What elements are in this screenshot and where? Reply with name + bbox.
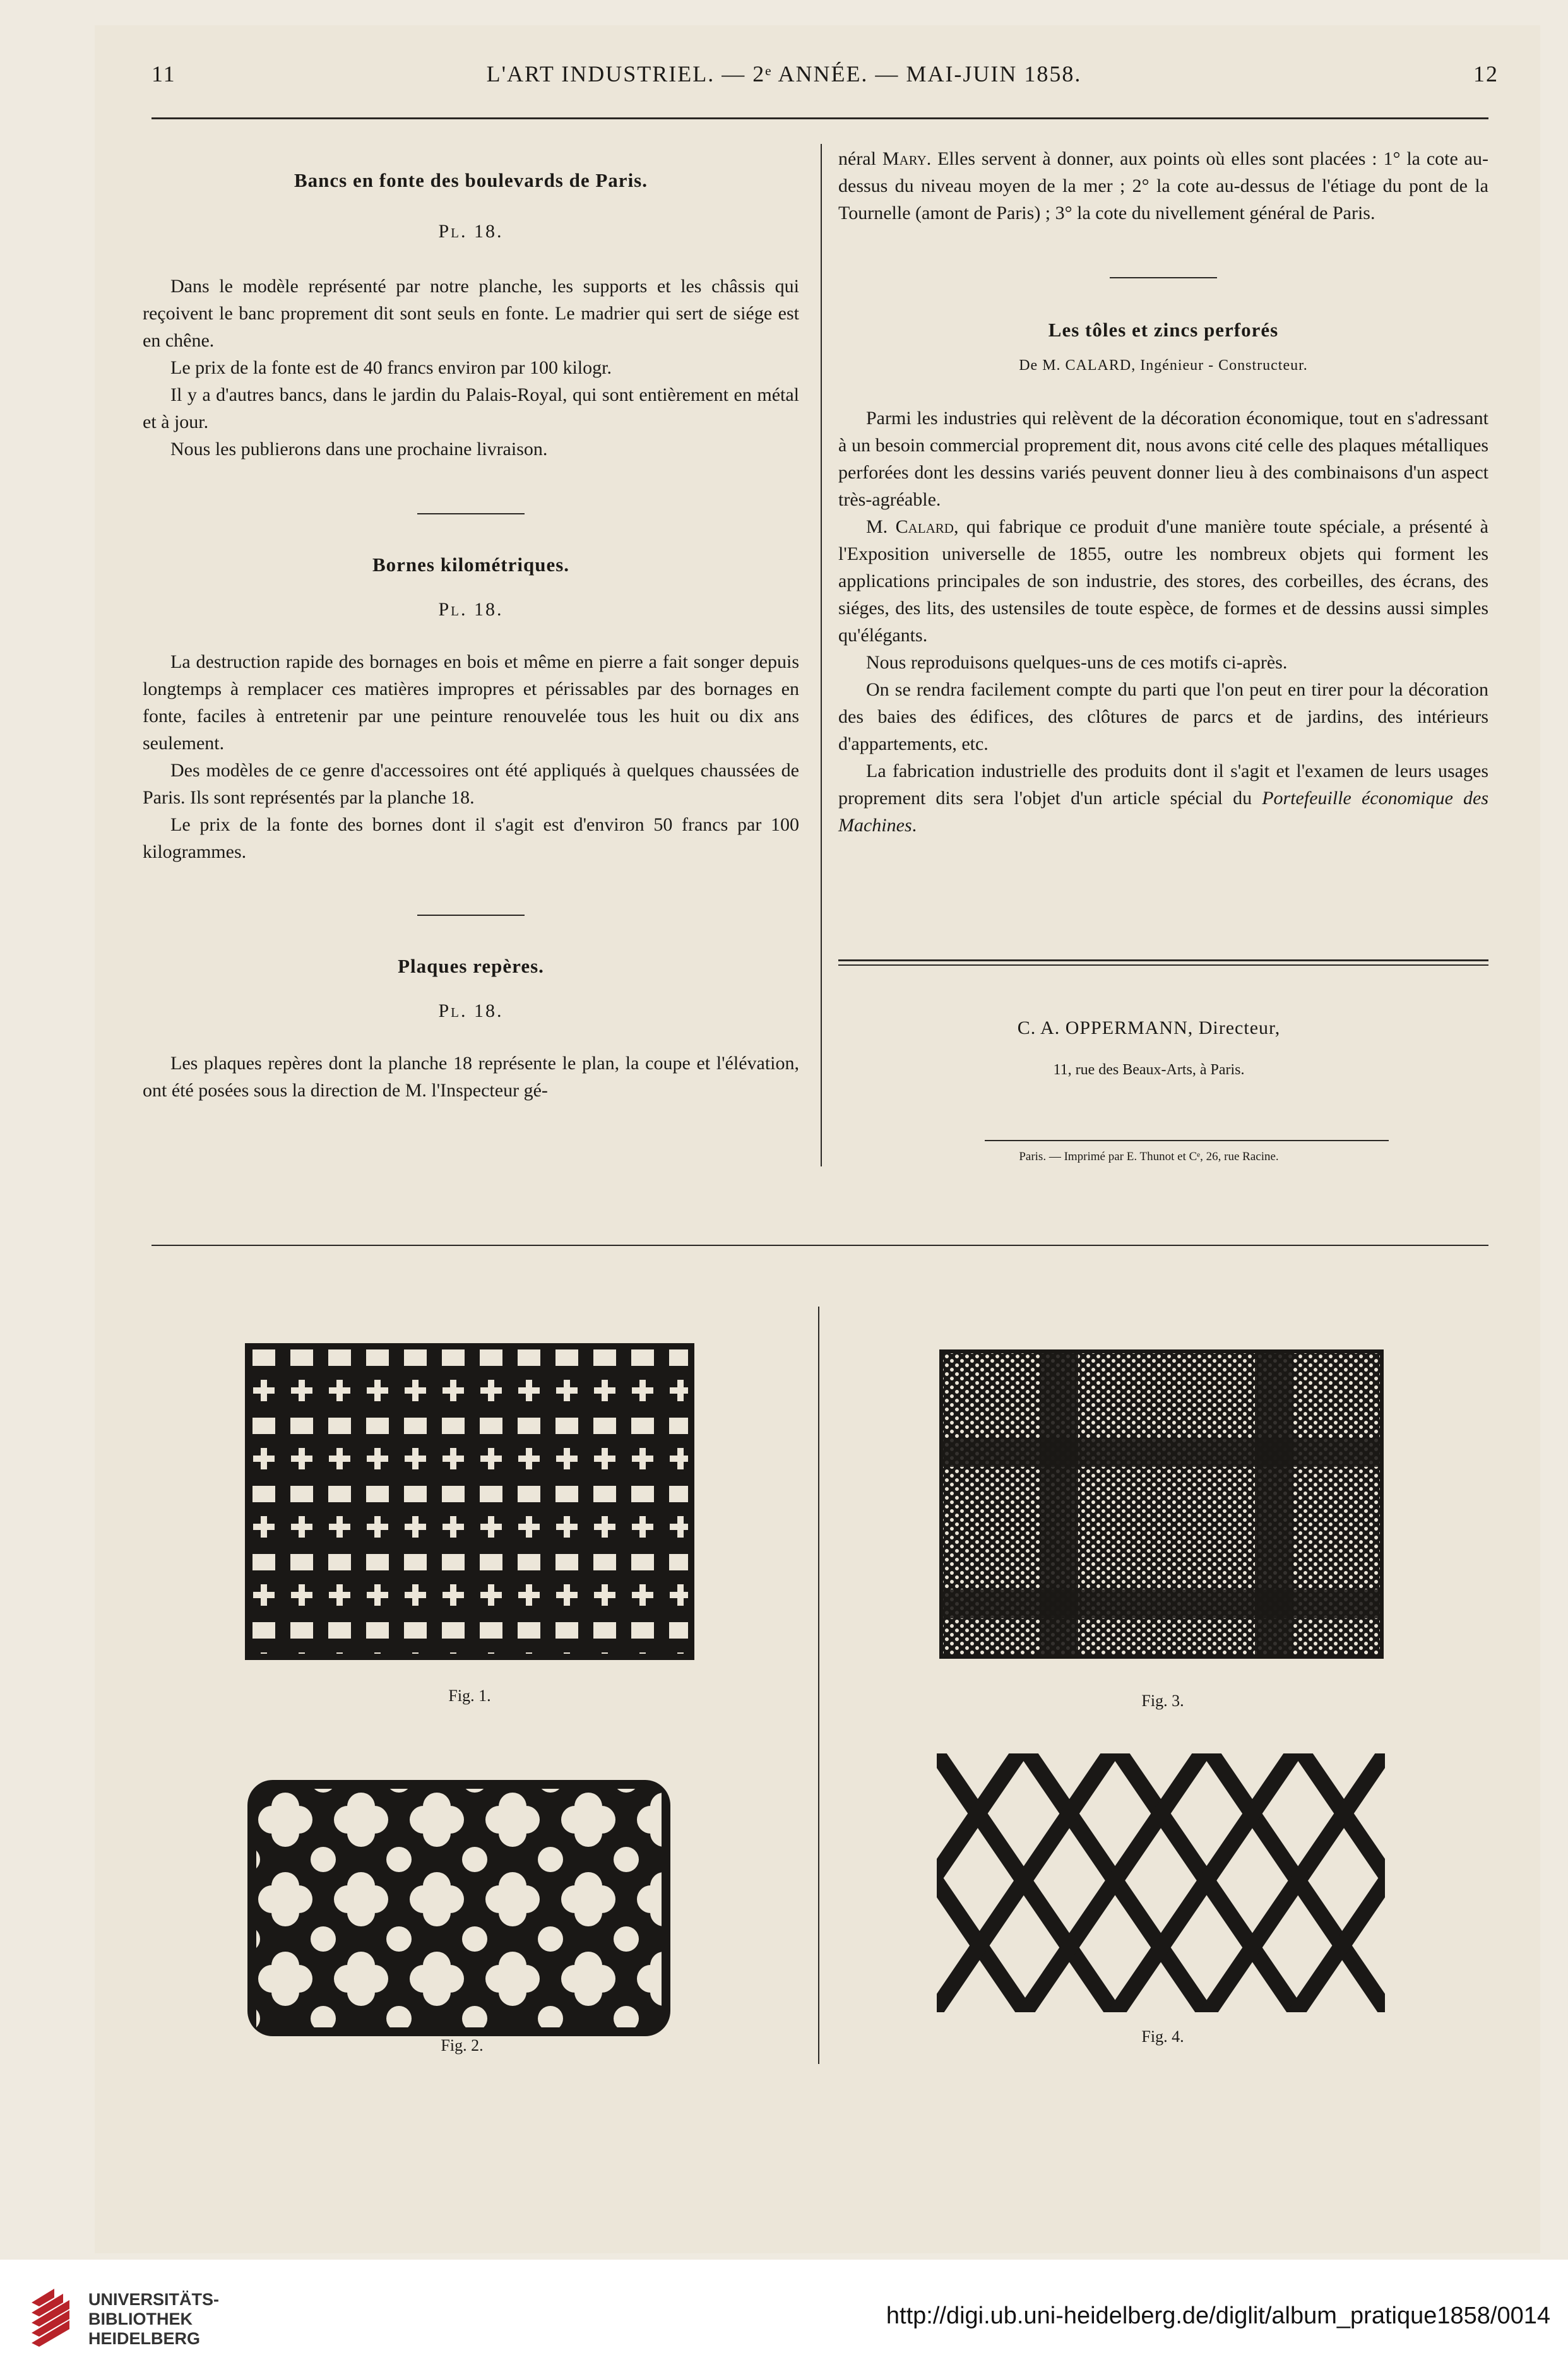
fig4-perforated-plate xyxy=(937,1753,1385,2012)
paragraph: Le prix de la fonte est de 40 francs environ par 100 kilogr. xyxy=(170,357,612,378)
paragraph: Dans le modèle représenté par notre planche, les supports et les châssis qui reçoivent le banc proprement dit sont seuls en fonte. Le madrier qui sert de siége est en chêne. xyxy=(143,276,799,351)
paragraph: Nous les publierons dans une prochaine livraison. xyxy=(170,439,548,460)
paragraph: Les plaques repères dont la planche 18 représente le plan, la coupe et l'élévation, ont été posées sous la direction de M. l'Inspecteur gé- xyxy=(143,1053,799,1101)
header-rule xyxy=(151,117,1488,119)
paragraph: Parmi les industries qui relèvent de la décoration économique, tout en s'adressant à un besoin commercial proprement dit, nous avons cité celle des plaques métalliques perforées dont les dessins variés peuvent donner lieu à des combinaisons d'un aspect très-agréable. xyxy=(838,408,1488,510)
fig1-caption: Fig. 1. xyxy=(448,1687,491,1705)
paragraph-continued: néral Mary. Elles servent à donner, aux points où elles sont placées : 1° la cote au-dessus du niveau moyen de la mer ; 2° la cote au-dessus de l'étiage du pont de la Tournelle (amont de Paris) ; 3° la cote du nivellement général de Paris. xyxy=(838,148,1488,223)
section-title-toles: Les tôles et zincs perforés xyxy=(1048,319,1279,341)
figures-divider xyxy=(818,1307,819,2064)
section-separator xyxy=(417,513,525,514)
double-rule xyxy=(838,959,1488,961)
right-column xyxy=(838,145,1488,839)
fig1-perforated-plate xyxy=(245,1343,694,1660)
plate-ref: Pl. 18. xyxy=(438,599,504,620)
section-title-bancs: Bancs en fonte des boulevards de Paris. xyxy=(294,169,648,191)
director-signature: C. A. OPPERMANN, Directeur, xyxy=(1017,1017,1281,1038)
page-number-right: 12 xyxy=(1473,61,1499,86)
ub-heidelberg-logo-icon xyxy=(25,2285,76,2348)
section-title-bornes: Bornes kilométriques. xyxy=(372,554,570,576)
paragraph: On se rendra facilement compte du parti que l'on peut en tirer pour la décoration des baies des édifices, des clôtures de parcs et de jardins, des intérieurs d'appartements, etc. xyxy=(838,679,1488,754)
fig4-caption: Fig. 4. xyxy=(1141,2027,1184,2046)
fig3-caption: Fig. 3. xyxy=(1141,1692,1184,1710)
fig2-perforated-plate xyxy=(247,1780,670,2036)
column-divider xyxy=(821,144,822,1166)
director-address: 11, rue des Beaux-Arts, à Paris. xyxy=(1053,1062,1245,1078)
paragraph: Nous reproduisons quelques-uns de ces motifs ci-après. xyxy=(866,652,1288,673)
paragraph: M. Calard, qui fabrique ce produit d'une manière toute spéciale, a présenté à l'Exposition universelle de 1855, outre les nombreux objets qui forment les applications principales de son industrie, des stores, des corbeilles, des écrans, des siéges, des lits, des ustensiles de toute espèce, de formes et de dessins aussi simples qu'élégants. xyxy=(838,516,1488,646)
library-footer xyxy=(0,2260,1568,2372)
paragraph: Il y a d'autres bancs, dans le jardin du Palais-Royal, qui sont entièrement en métal et à jour. xyxy=(143,384,799,432)
page-number-left: 11 xyxy=(151,61,176,86)
source-url-link[interactable]: http://digi.ub.uni-heidelberg.de/diglit/album_pratique1858/0014 xyxy=(886,2303,1550,2329)
fig3-perforated-plate xyxy=(939,1349,1384,1659)
section-title-plaques: Plaques repères. xyxy=(398,955,544,977)
printer-line: Paris. — Imprimé par E. Thunot et Cᵉ, 26, rue Racine. xyxy=(1019,1150,1279,1163)
paragraph: La fabrication industrielle des produits dont il s'agit et l'examen de leurs usages proprement dits sera l'objet d'un article spécial du Portefeuille économique des Machines. xyxy=(838,761,1489,836)
section-separator xyxy=(1110,277,1217,278)
paragraph: Le prix de la fonte des bornes dont il s'agit est d'environ 50 francs par 100 kilogrammes. xyxy=(143,814,799,862)
plate-ref: Pl. 18. xyxy=(438,1000,504,1021)
library-name: UNIVERSITÄTS- BIBLIOTHEK HEIDELBERG xyxy=(88,2290,220,2348)
section-separator xyxy=(417,915,525,916)
left-column xyxy=(143,167,799,1104)
printer-rule xyxy=(985,1140,1389,1141)
double-rule xyxy=(838,964,1488,966)
figures-rule xyxy=(151,1245,1488,1246)
paragraph: Des modèles de ce genre d'accessoires ont été appliqués à quelques chaussées de Paris. Ils sont représentés par la planche 18. xyxy=(143,760,799,808)
running-title: L'ART INDUSTRIEL. — 2ᵉ ANNÉE. — MAI-JUIN 1858. xyxy=(486,61,1082,86)
paragraph: La destruction rapide des bornages en bois et même en pierre a fait songer depuis longtemps à remplacer ces matières impropres et périssables par des bornages en fonte, faciles à entretenir par une peinture renouvelée tous les huit ou dix ans seulement. xyxy=(143,651,799,754)
plate-ref: Pl. 18. xyxy=(438,221,504,242)
fig2-caption: Fig. 2. xyxy=(441,2036,484,2055)
byline: De M. CALARD, Ingénieur - Constructeur. xyxy=(1019,357,1308,374)
